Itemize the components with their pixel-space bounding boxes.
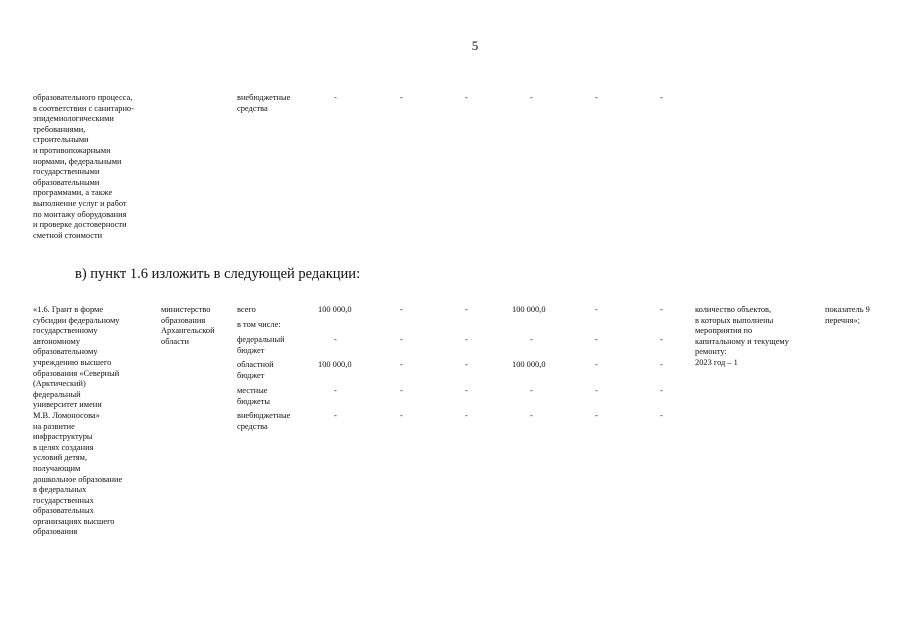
extrabudget-value-4: - xyxy=(530,411,533,420)
extrabudget-value-2: - xyxy=(400,411,403,420)
extrabudget-value-5: - xyxy=(595,411,598,420)
source-row-federal-label: федеральный бюджет xyxy=(237,335,285,355)
item-expected-result: количество объектов, в которых выполнены мероприятия по капитальному и текущему ремонту: 2023 год – 1 xyxy=(695,305,789,367)
local-value-1: - xyxy=(334,386,337,395)
local-value-4: - xyxy=(530,386,533,395)
prev-row-value-5: - xyxy=(595,93,598,102)
regional-value-5: - xyxy=(595,360,598,369)
total-value-1: 100 000,0 xyxy=(318,305,352,314)
federal-value-3: - xyxy=(465,335,468,344)
local-value-6: - xyxy=(660,386,663,395)
federal-value-1: - xyxy=(334,335,337,344)
local-value-3: - xyxy=(465,386,468,395)
prev-row-value-2: - xyxy=(400,93,403,102)
total-value-3: - xyxy=(465,305,468,314)
source-row-including-label: в том числе: xyxy=(237,320,281,329)
prev-row-value-1: - xyxy=(334,93,337,102)
item-description: «1.6. Грант в форме субсидии федеральному государственному автономному образовательному учреждению высшего образования «Северный (Арктический) федеральный университет имени М.В. Ломоносова» на развитие инфраструктуры в целях создания условий детям, получающим дошкольное образование в федеральных государственных образовательных организациях высшего образования xyxy=(33,305,123,537)
source-row-total-label: всего xyxy=(237,305,256,314)
regional-value-2: - xyxy=(400,360,403,369)
prev-row-description: образовательного процесса, в соответствии с санитарно- эпидемиологическими требованиями, строительными и противопожарными нормами, федеральными государственными образовательными программами, а также выполнение услуг и работ по монтажу оборудования и проверке достоверности сметной стоимости xyxy=(33,93,134,240)
total-value-6: - xyxy=(660,305,663,314)
total-value-5: - xyxy=(595,305,598,314)
prev-row-value-6: - xyxy=(660,93,663,102)
source-row-local-label: местные бюджеты xyxy=(237,386,271,406)
local-value-2: - xyxy=(400,386,403,395)
federal-value-6: - xyxy=(660,335,663,344)
extrabudget-value-6: - xyxy=(660,411,663,420)
extrabudget-value-1: - xyxy=(334,411,337,420)
regional-value-3: - xyxy=(465,360,468,369)
amendment-instruction: в) пункт 1.6 изложить в следующей редакции: xyxy=(75,266,361,282)
federal-value-5: - xyxy=(595,335,598,344)
regional-value-4: 100 000,0 xyxy=(512,360,546,369)
regional-value-6: - xyxy=(660,360,663,369)
extrabudget-value-3: - xyxy=(465,411,468,420)
total-value-4: 100 000,0 xyxy=(512,305,546,314)
source-row-regional-label: областной бюджет xyxy=(237,360,274,380)
total-value-2: - xyxy=(400,305,403,314)
regional-value-1: 100 000,0 xyxy=(318,360,352,369)
source-row-extrabudget-label: внебюджетные средства xyxy=(237,411,291,431)
page-number: 5 xyxy=(471,38,479,53)
prev-row-value-3: - xyxy=(465,93,468,102)
item-indicator: показатель 9 перечня»; xyxy=(825,305,870,325)
federal-value-4: - xyxy=(530,335,533,344)
local-value-5: - xyxy=(595,386,598,395)
prev-row-source: внебюджетные средства xyxy=(237,93,291,113)
federal-value-2: - xyxy=(400,335,403,344)
item-executor: министерство образования Архангельской области xyxy=(161,305,215,346)
prev-row-value-4: - xyxy=(530,93,533,102)
